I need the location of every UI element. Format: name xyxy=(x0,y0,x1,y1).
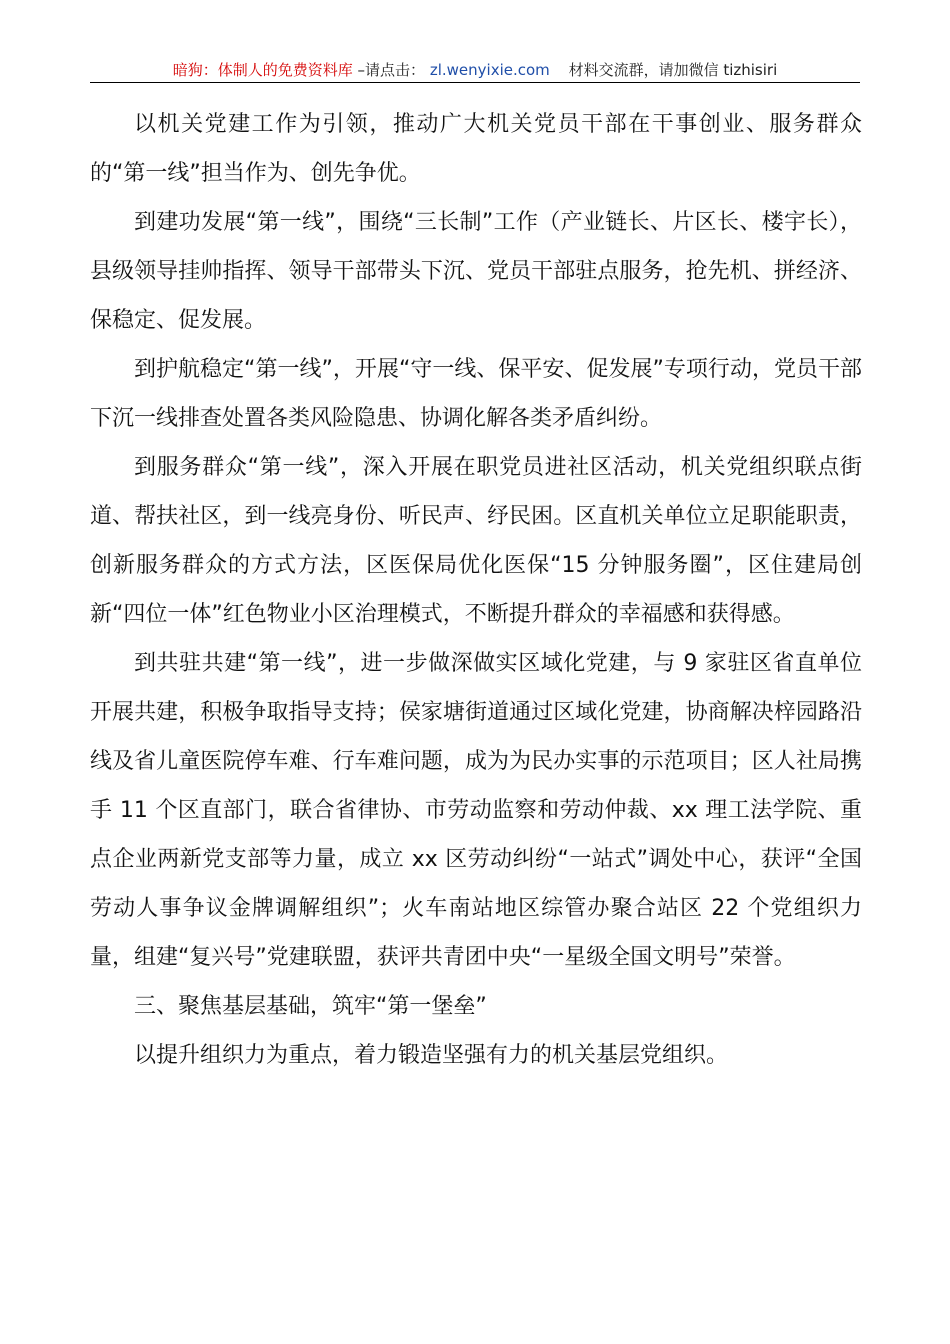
section-heading: 三、聚焦基层基础，筑牢“第一堡垒” xyxy=(134,994,487,1019)
header-brand: 暗狗：体制人的免费资料库 xyxy=(172,61,353,79)
paragraph: 到共驻共建“第一线”，进一步做深做实区域化党建，与 9 家驻区省直单位开展共建，积极争取指导支持；侯家塘街道通过区域化党建，协商解决梓园路沿线及省儿童医院停车难、行车难问题，成为为民办实事的示范项目；区人社局携手 11 个区直部门，联合省律协、市劳动监察和劳动仲裁、xx 理工法学院、重点企业两新党支部等力量，成立 xx 区劳动纠纷“一站式”调处中心，获评“全国劳动人事争议金牌调解组织”；火车南站地区综管办聚合站区 22 个党组织力量，组建“复兴号”党建联盟，获评共青团中央“一星级全国文明号”荣誉。 xyxy=(90,651,862,970)
header-wechat-note: 材料交流群，请加微信 tizhisiri xyxy=(568,61,778,79)
header-divider xyxy=(90,82,860,83)
paragraph: 到护航稳定“第一线”，开展“守一线、保平安、促发展”专项行动，党员干部下沉一线排查处置各类风险隐患、协调化解各类矛盾纠纷。 xyxy=(90,357,862,431)
header-site-link[interactable]: zl.wenyixie.com xyxy=(429,61,550,79)
paragraph: 以机关党建工作为引领，推动广大机关党员干部在干事创业、服务群众的“第一线”担当作为、创先争优。 xyxy=(90,112,862,186)
paragraph: 以提升组织力为重点，着力锻造坚强有力的机关基层党组织。 xyxy=(134,1043,729,1068)
document-body xyxy=(90,100,862,1080)
paragraph: 到建功发展“第一线”，围绕“三长制”工作（产业链长、片区长、楼宇长），县级领导挂帅指挥、领导干部带头下沉、党员干部驻点服务，抢先机、拼经济、保稳定、促发展。 xyxy=(90,210,862,333)
page-header xyxy=(90,58,860,82)
paragraph: 到服务群众“第一线”，深入开展在职党员进社区活动，机关党组织联点街道、帮扶社区，到一线亮身份、听民声、纾民困。区直机关单位立足职能职责，创新服务群众的方式方法，区医保局优化医保“15 分钟服务圈”，区住建局创新“四位一体”红色物业小区治理模式，不断提升群众的幸福感和获得感。 xyxy=(90,455,862,627)
header-click-prompt: –请点击： xyxy=(357,61,426,79)
